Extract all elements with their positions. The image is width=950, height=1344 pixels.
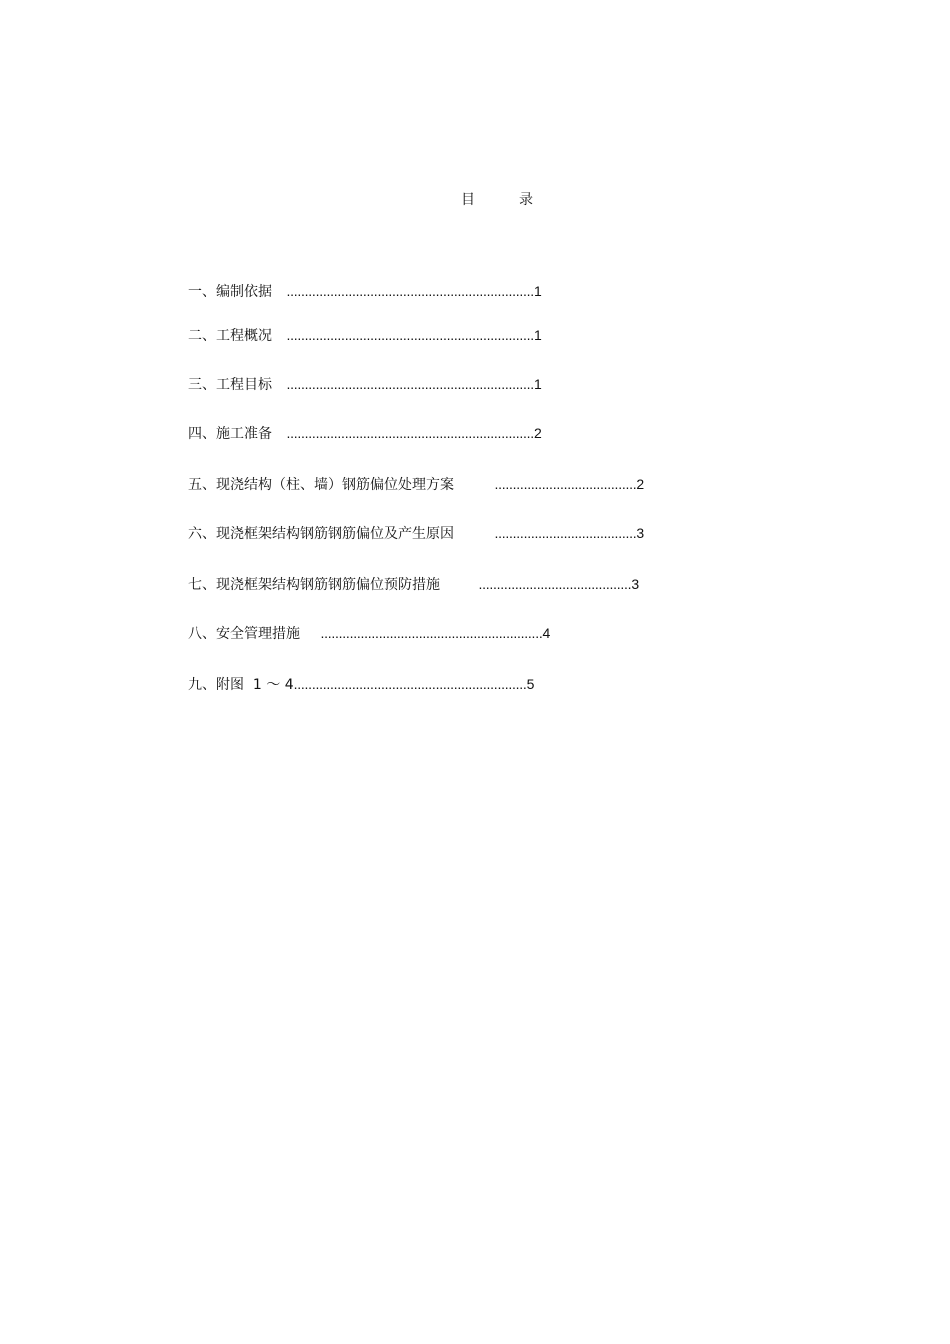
toc-entry-leader: ..........................................	[478, 576, 632, 592]
toc-entry-label: 一、编制依据	[188, 284, 272, 300]
toc-entry-leader: .......................................	[494, 476, 637, 492]
toc-entry-label: 九、附图 1 ～ 4	[188, 677, 294, 693]
toc-entry-page-number: 1	[533, 376, 542, 392]
toc-entry-leader: ....................................................................	[286, 283, 534, 299]
toc-entry-page-number: 1	[533, 283, 542, 299]
toc-title	[461, 190, 533, 210]
toc-entry-leader: ....................................................................	[286, 376, 534, 392]
toc-entry-page-number: 2	[533, 425, 542, 441]
toc-entry[interactable]	[188, 374, 542, 394]
toc-entry[interactable]	[188, 325, 542, 345]
toc-entry-label: 四、施工准备	[188, 426, 272, 442]
toc-entry-label: 二、工程概况	[188, 328, 272, 344]
toc-entry-leader: ....................................................................	[286, 327, 534, 343]
toc-entry[interactable]	[188, 423, 542, 443]
toc-entry-leader: .......................................	[494, 525, 637, 541]
toc-entry-page-number: 1	[533, 327, 542, 343]
toc-entry-page-number: 3	[631, 576, 640, 592]
toc-entry-label: 七、现浇框架结构钢筋钢筋偏位预防措施	[188, 577, 440, 593]
toc-entry[interactable]	[188, 674, 534, 694]
toc-title-char-1: 目	[461, 192, 475, 208]
toc-entry[interactable]	[188, 623, 550, 643]
toc-entry-page-number: 3	[636, 525, 645, 541]
toc-entry-label: 八、安全管理措施	[188, 626, 300, 642]
toc-entry-page-number: 4	[542, 625, 551, 641]
toc-entry[interactable]	[188, 474, 644, 494]
toc-entry-page-number: 5	[526, 676, 535, 692]
toc-entry-leader: ....................................................................	[286, 425, 534, 441]
toc-entry-label: 六、现浇框架结构钢筋钢筋偏位及产生原因	[188, 526, 454, 542]
toc-entry[interactable]	[188, 523, 644, 543]
toc-entry-label: 五、现浇结构（柱、墙）钢筋偏位处理方案	[188, 477, 454, 493]
toc-title-char-2: 录	[519, 192, 533, 208]
toc-entry-leader: .............................................................	[320, 625, 543, 641]
toc-entry-leader: ................................................................	[293, 676, 527, 692]
toc-entry-page-number: 2	[636, 476, 645, 492]
toc-entry-label: 三、工程目标	[188, 377, 272, 393]
toc-entry[interactable]	[188, 281, 542, 301]
toc-entry[interactable]	[188, 574, 639, 594]
